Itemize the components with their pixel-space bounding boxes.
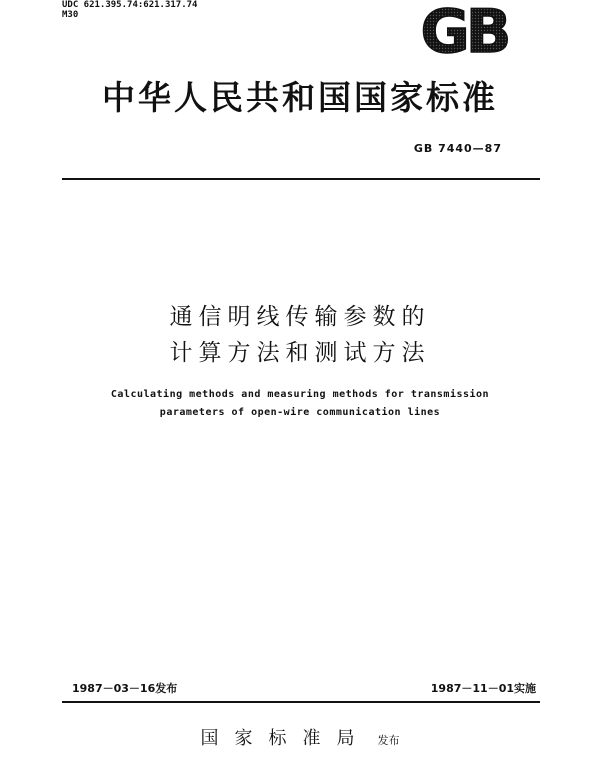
udc-code: UDC 621.395.74:621.317.74 (62, 0, 198, 10)
bureau-issue-label: 发布 (377, 734, 400, 747)
standard-number: GB 7440—87 (413, 142, 502, 155)
issuing-bureau (0, 724, 600, 750)
title-chinese-line-1: 通信明线传输参数的 (169, 304, 431, 330)
bottom-divider (62, 701, 540, 703)
gb-logo-text: GB (420, 2, 508, 58)
issue-date: 1987－03－16发布 (72, 682, 178, 695)
title-english-line-2: parameters of open-wire communication lines (159, 407, 441, 418)
national-standard-title: 中华人民共和国国家标准 (102, 78, 498, 117)
top-divider (62, 178, 540, 180)
udc-classification (62, 0, 197, 20)
bureau-name: 国家标准局 (200, 728, 371, 749)
title-chinese-line-2: 计算方法和测试方法 (169, 340, 431, 366)
title-english-line-1: Calculating methods and measuring methods for transmission (110, 389, 490, 400)
classification-code: M30 (62, 10, 79, 20)
gb-logo-icon (402, 2, 526, 58)
implementation-date: 1987－11－01实施 (430, 682, 536, 695)
